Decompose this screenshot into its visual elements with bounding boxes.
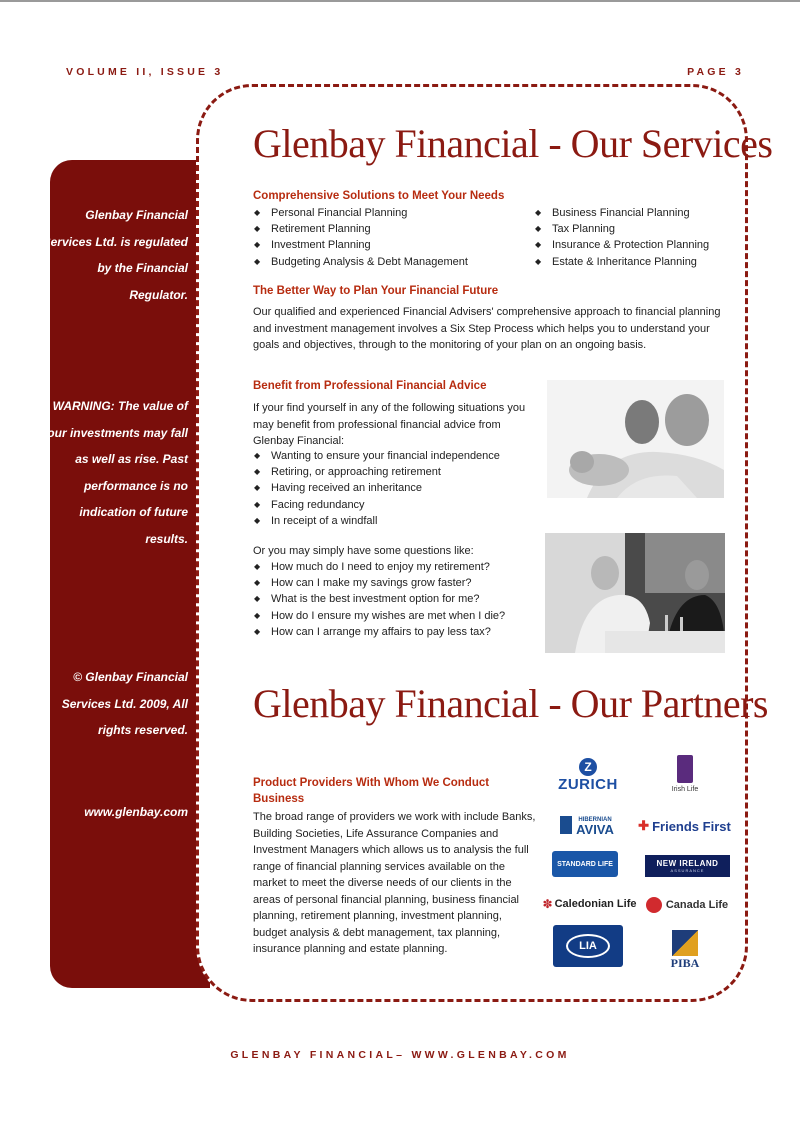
- family-photo: [547, 380, 724, 498]
- list-item: ◆ In receipt of a windfall: [253, 513, 500, 529]
- list-item: ◆ Investment Planning: [253, 237, 468, 253]
- list-item: ◆ How can I arrange my affairs to pay less tax?: [253, 624, 505, 640]
- situations-list: [253, 448, 500, 529]
- zurich-logo: Z ZURICH: [558, 759, 618, 793]
- providers-text: The broad range of providers we work with include Banks, Building Societies, Life Assurance Companies and Investment Managers which allows us to analysis the full range of financial planning services available on the market to meet the diverse needs of our clients in the areas of personal financial planning, business financial planning, retirement planning, investment planning, budget analysis & debt management, tax planning, insurance planning and estate planning.: [253, 811, 536, 955]
- better-way-heading: The Better Way to Plan Your Financial Future: [253, 285, 499, 297]
- services-list-left: [253, 205, 468, 270]
- partners-title: Glenbay Financial - Our Partners: [253, 681, 768, 726]
- list-item: ◆ Estate & Inheritance Planning: [534, 254, 709, 270]
- services-list-right: [534, 205, 709, 270]
- better-way-text: Our qualified and experienced Financial Advisers' comprehensive approach to financial planning and investment management involves a Six Step Process which helps you to understand your goals and objectives, through to the monitoring of your plan on an ongoing basis.: [253, 306, 721, 351]
- top-rule: [0, 0, 800, 2]
- list-item: ◆ Budgeting Analysis & Debt Management: [253, 254, 468, 270]
- list-item: ◆ Retiring, or approaching retirement: [253, 464, 500, 480]
- website-link[interactable]: www.glenbay.com: [84, 805, 188, 819]
- regulation-note: Glenbay Financial Services Ltd. is regulated by the Financial Regulator.: [42, 208, 188, 302]
- list-item: ◆ How much do I need to enjoy my retirement?: [253, 559, 505, 575]
- lia-logo: LIA: [553, 925, 623, 967]
- issue-label: VOLUME II, ISSUE 3: [66, 66, 224, 78]
- list-item: ◆ Insurance & Protection Planning: [534, 237, 709, 253]
- list-item: ◆ Facing redundancy: [253, 497, 500, 513]
- benefit-intro: If your find yourself in any of the following situations you may benefit from professional financial advice from Glenbay Financial:: [253, 402, 526, 447]
- canada-life-logo: Canada Life: [642, 893, 732, 917]
- new-ireland-logo: NEW IRELAND ASSURANCE: [645, 855, 730, 877]
- standard-life-logo: STANDARD LIFE: [552, 851, 618, 877]
- list-item: ◆ Having received an inheritance: [253, 480, 500, 496]
- friends-first-logo: ✚ Friends First: [638, 818, 731, 834]
- piba-logo: PIBA: [662, 928, 708, 972]
- list-item: ◆ What is the best investment option for me?: [253, 591, 505, 607]
- irish-life-logo: Irish Life: [660, 748, 710, 800]
- questions-intro: Or you may simply have some questions like:: [253, 545, 474, 557]
- list-item: ◆ How can I make my savings grow faster?: [253, 575, 505, 591]
- list-item: ◆ How do I ensure my wishes are met when I die?: [253, 608, 505, 624]
- footer-text: GLENBAY FINANCIAL– WWW.GLENBAY.COM: [230, 1049, 570, 1061]
- caledonian-life-logo: ✽ Caledonian Life: [542, 897, 637, 911]
- list-item: ◆ Personal Financial Planning: [253, 205, 468, 221]
- list-item: ◆ Tax Planning: [534, 221, 709, 237]
- list-item: ◆ Retirement Planning: [253, 221, 468, 237]
- list-item: ◆ Business Financial Planning: [534, 205, 709, 221]
- investment-warning: WARNING: The value of your investments may fall as well as rise. Past performance is no indication of future results.: [40, 399, 188, 546]
- providers-heading: Product Providers With Whom We Conduct Business: [253, 777, 490, 805]
- list-item: ◆ Wanting to ensure your financial independence: [253, 448, 500, 464]
- aviva-logo: HIBERNIAN AVIVA: [548, 814, 626, 836]
- meeting-photo: [545, 533, 725, 653]
- questions-list: [253, 559, 505, 640]
- page-number: PAGE 3: [687, 66, 744, 78]
- solutions-heading: Comprehensive Solutions to Meet Your Needs: [253, 190, 505, 202]
- services-title: Glenbay Financial - Our Services: [253, 121, 773, 166]
- benefit-heading: Benefit from Professional Financial Advice: [253, 380, 487, 392]
- copyright-note: © Glenbay Financial Services Ltd. 2009, All rights reserved.: [61, 670, 188, 737]
